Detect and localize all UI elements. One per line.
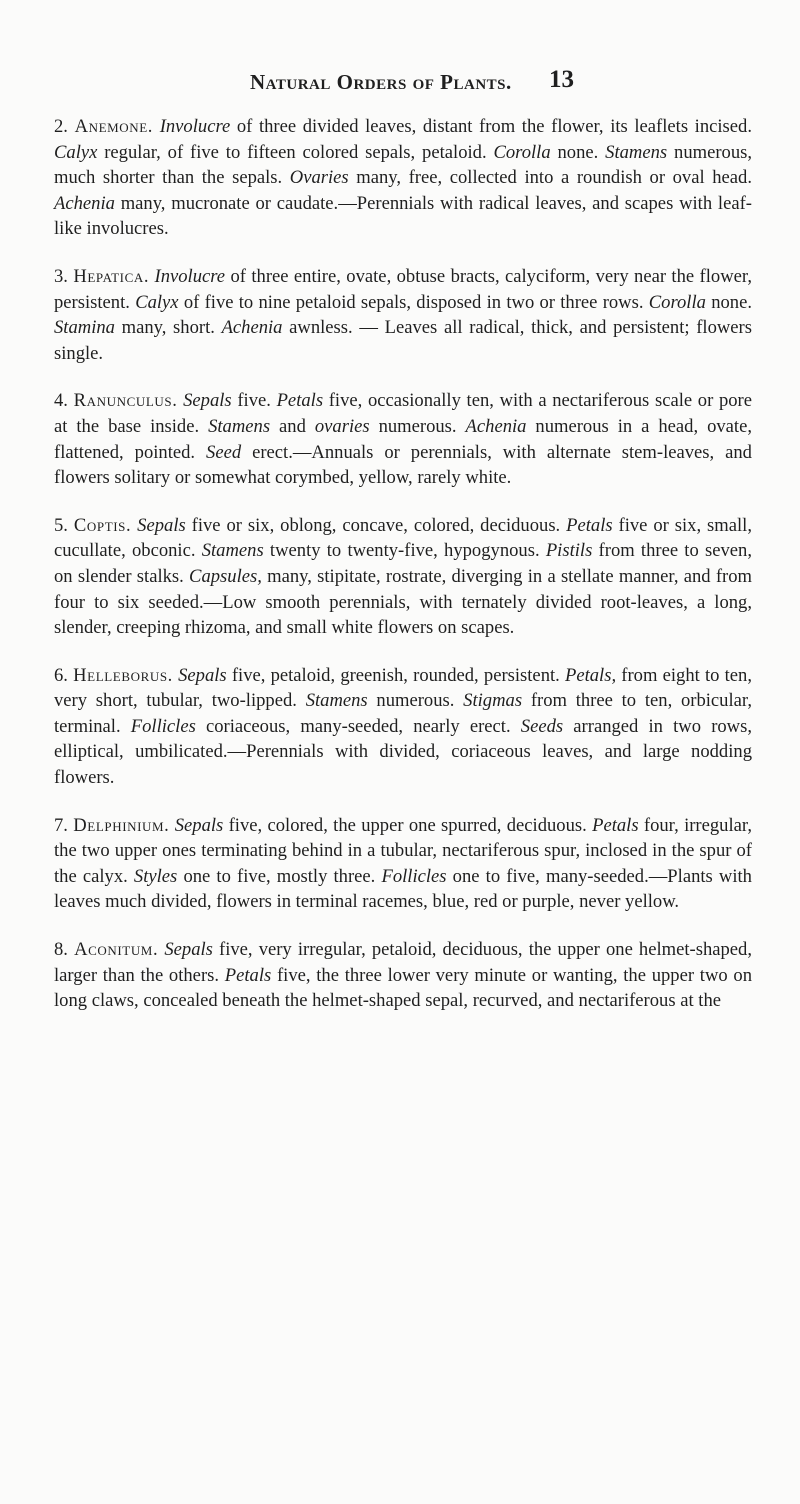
botanical-term: Sepals: [178, 664, 227, 686]
description-text: numerous, much shorter than the sepals.: [54, 141, 752, 189]
genus-entry: [54, 388, 752, 490]
description-text: from eight to ten, very short, tubular, two-lipped.: [54, 664, 752, 712]
botanical-term: Achenia: [465, 415, 527, 437]
genus-entry: [54, 513, 752, 641]
botanical-term: Involucre: [159, 116, 231, 137]
botanical-term: Calyx: [54, 141, 98, 163]
description-text: numerous in a head, ovate, flattened, pointed.: [54, 415, 752, 463]
botanical-term: Involucre: [154, 265, 226, 287]
description-text: from three to seven, on slender stalks.: [54, 540, 752, 587]
description-text: one to five, mostly three.: [177, 865, 382, 887]
entry-number: 4.: [54, 390, 68, 412]
running-title: Natural Orders of Plants.: [250, 70, 512, 94]
botanical-term: Stigmas: [463, 690, 523, 712]
description-text: of three divided leaves, distant from the flower, its leaflets incised.: [230, 116, 752, 137]
description-text: five, petaloid, greenish, rounded, persistent.: [226, 664, 565, 686]
botanical-term: Sepals: [164, 939, 213, 961]
description-text: five, occasionally ten, with a nectariferous scale or pore at the base inside.: [54, 390, 752, 437]
botanical-term: Stamens: [305, 690, 368, 712]
description-text: of five to nine petaloid sepals, disposed in two or three rows.: [178, 291, 649, 313]
botanical-term: Sepals: [137, 514, 186, 536]
description-text: none.: [705, 291, 752, 313]
botanical-term: Achenia: [221, 317, 283, 339]
genus-name: Hepatica.: [73, 265, 150, 287]
genus-name: Aconitum.: [74, 939, 159, 961]
description-text: and: [270, 415, 315, 437]
genus-entry: [54, 663, 752, 791]
botanical-term: Petals: [224, 964, 272, 986]
description-text: none.: [550, 141, 606, 163]
entry-number: 8.: [54, 939, 68, 961]
genus-entry: [54, 937, 752, 1014]
description-text: one to five, many-seeded.—Plants with leaves much divided, flowers in terminal racemes, blue, red or purple, never yellow.: [54, 865, 752, 913]
botanical-term: Stamens: [605, 141, 668, 163]
genus-name: Coptis.: [73, 514, 132, 536]
genus-name: Delphinium.: [73, 814, 170, 836]
genus-entry: [54, 813, 752, 915]
botanical-term: Sepals: [174, 814, 224, 836]
description-text: many, mucronate or caudate.—Perennials with radical leaves, and scapes with leaf-like involucres.: [54, 192, 752, 240]
botanical-term: Pistils: [545, 540, 593, 562]
botanical-term: Stamens: [208, 415, 271, 437]
genus-entry: [54, 114, 752, 242]
entry-number: 6.: [54, 664, 68, 686]
botanical-term: Follicles: [381, 865, 447, 887]
genus-name: Anemone.: [74, 116, 154, 137]
entry-number: 5.: [54, 514, 68, 536]
description-text: awnless. — Leaves all radical, thick, and persistent; flowers single.: [54, 317, 752, 364]
botanical-term: Stamens: [201, 540, 264, 562]
genus-name: Ranunculus.: [73, 390, 178, 412]
botanical-term: Petals: [566, 514, 613, 536]
botanical-term: Corolla: [648, 291, 706, 313]
description-text: many, short.: [114, 317, 222, 339]
entry-number: 7.: [54, 814, 68, 836]
botanical-term: Sepals: [183, 390, 232, 412]
description-text: erect.—Annuals or perennials, with alternate stem-leaves, and flowers solitary or somewhat corymbed, yellow, rarely white.: [54, 441, 752, 489]
description-text: many, free, collected into a roundish or oval head.: [348, 167, 752, 189]
botanical-term: Seeds: [520, 715, 564, 737]
botanical-term: Styles: [133, 865, 178, 887]
description-text: five or six, small, cucullate, obconic.: [54, 514, 752, 562]
description-text: many, stipitate, rostrate, diverging in a stellate manner, and from four to six seeded.—Low smooth perennials, with ternately divided root-leaves, a long, slender, creeping rhizoma, and small white flowers on scapes.: [54, 565, 752, 639]
genus-entry: [54, 264, 752, 366]
description-text: regular, of five to fifteen colored sepals, petaloid.: [97, 141, 494, 163]
description-text: five, the three lower very minute or wanting, the upper two on long claws, concealed beneath the helmet-shaped sepal, recurved, and nectariferous at the: [54, 964, 752, 1012]
page-body: [54, 114, 752, 1036]
description-text: from three to ten, orbicular, terminal.: [54, 690, 752, 737]
genus-name: Helleborus.: [73, 664, 173, 686]
botanical-term: ovaries: [314, 415, 370, 437]
page-number: 13: [549, 66, 574, 93]
entry-number: 2.: [54, 116, 68, 137]
description-text: five.: [231, 390, 277, 412]
description-text: of three entire, ovate, obtuse bracts, calyciform, very near the flower, persistent.: [54, 265, 752, 313]
botanical-term: Stamina: [54, 317, 115, 339]
description-text: five, colored, the upper one spurred, deciduous.: [223, 814, 593, 836]
description-text: twenty to twenty-five, hypogynous.: [263, 540, 546, 562]
botanical-term: Petals,: [564, 664, 617, 686]
botanical-term: Capsules,: [189, 565, 262, 587]
description-text: five or six, oblong, concave, colored, deciduous.: [185, 514, 567, 536]
botanical-term: Seed: [206, 441, 242, 463]
description-text: arranged in two rows, elliptical, umbilicated.—Perennials with divided, coriaceous leaves, and large nodding flowers.: [54, 715, 752, 789]
botanical-term: Calyx: [135, 291, 179, 313]
description-text: four, irregular, the two upper ones terminating behind in a tubular, nectariferous spur, inclosed in the spur of the calyx.: [54, 814, 752, 887]
description-text: numerous.: [367, 690, 464, 712]
botanical-term: Ovaries: [289, 167, 349, 189]
description-text: coriaceous, many-seeded, nearly erect.: [195, 715, 521, 737]
botanical-term: Corolla: [493, 141, 551, 163]
botanical-term: Follicles: [130, 715, 196, 737]
description-text: five, very irregular, petaloid, deciduous, the upper one helmet-shaped, larger than the others.: [54, 939, 753, 986]
botanical-term: Petals: [592, 814, 639, 836]
entry-number: 3.: [54, 265, 68, 287]
botanical-term: Petals: [276, 390, 324, 412]
description-text: numerous.: [369, 415, 466, 437]
botanical-term: Achenia: [54, 192, 115, 214]
